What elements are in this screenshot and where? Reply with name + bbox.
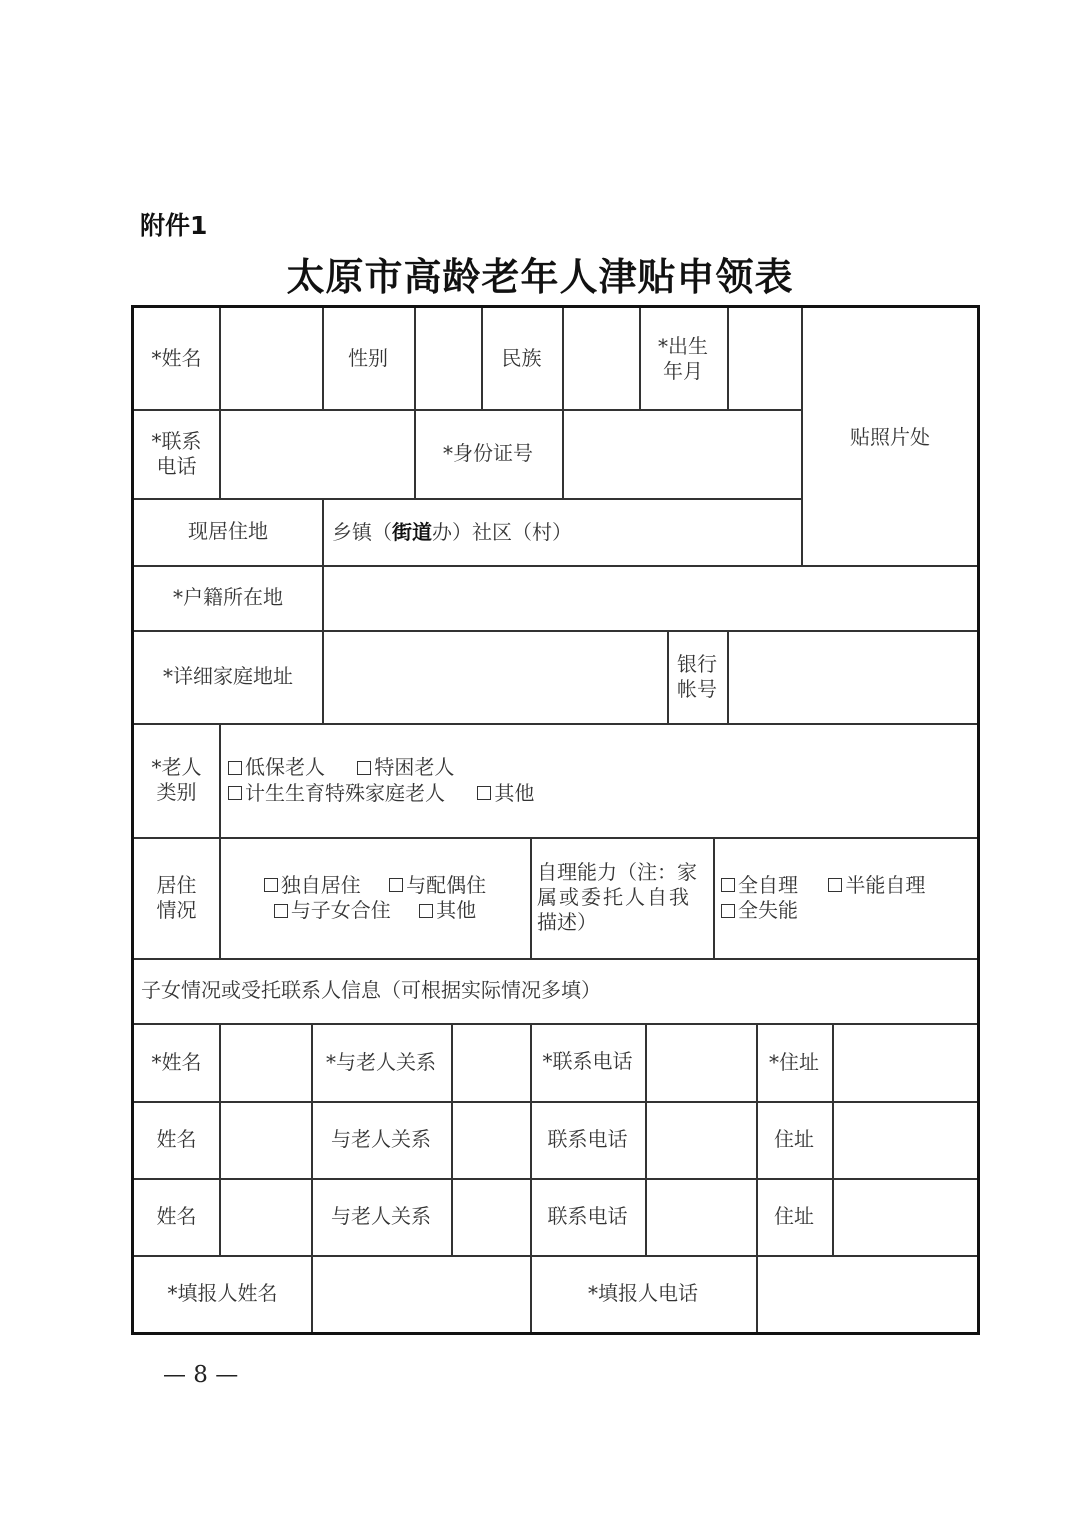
birth-label-line2: 年月 [663, 358, 703, 383]
id-number-field[interactable] [564, 411, 800, 497]
ethnicity-field[interactable] [564, 310, 638, 408]
self-care-option-full[interactable] [721, 873, 798, 898]
id-number-label: *身份证号 [443, 441, 533, 465]
contact-address-field[interactable] [834, 1180, 976, 1254]
living-option-children[interactable] [274, 898, 391, 923]
contact-relation-field[interactable] [453, 1180, 529, 1254]
contact-relation-label: 与老人关系 [331, 1204, 431, 1228]
self-care-options [721, 839, 976, 957]
category-label-line2: 类别 [156, 780, 197, 804]
living-option-other[interactable] [419, 898, 476, 923]
option-label: 计生生育特殊家庭老人 [245, 780, 445, 805]
checkbox-icon [477, 786, 491, 800]
contact-phone-label: *联系电话 [542, 1049, 633, 1073]
checkbox-icon [228, 786, 242, 800]
category-option-low-income[interactable] [228, 755, 325, 780]
birth-field[interactable] [729, 310, 800, 408]
contact-address-field[interactable] [834, 1025, 976, 1100]
birth-label-line1: *出生 [658, 333, 708, 358]
reporter-phone-label: *填报人电话 [588, 1281, 698, 1305]
self-care-label-line3: 描述） [537, 910, 597, 934]
phone-label [134, 409, 219, 498]
contact-name-field[interactable] [221, 1103, 310, 1177]
residence-field[interactable] [332, 500, 800, 564]
contact-phone-field[interactable] [647, 1103, 755, 1177]
checkbox-icon [228, 761, 242, 775]
contact-address-field[interactable] [834, 1103, 976, 1177]
form-title: 太原市高龄老年人津贴申领表 [286, 254, 794, 299]
name-field[interactable] [221, 310, 321, 408]
contact-name-label: 姓名 [156, 1204, 197, 1228]
self-care-label-line1: 自理能力（注：家 [537, 860, 697, 884]
name-label: *姓名 [151, 346, 202, 370]
contact-name-label: *姓名 [151, 1049, 202, 1074]
attachment-label: 附件1 [140, 211, 208, 240]
option-label: 全失能 [738, 898, 798, 922]
page-number: — 8 — [163, 1362, 239, 1388]
phone-label-line1: *联系 [151, 428, 202, 453]
self-care-label-line2: 属或委托人自我 [537, 885, 691, 909]
ethnicity-label: 民族 [501, 346, 542, 370]
contact-address-label: 住址 [774, 1127, 814, 1151]
bank-label-line2: 帐号 [677, 676, 717, 701]
household-label: *户籍所在地 [173, 585, 283, 609]
checkbox-icon [828, 878, 842, 892]
category-option-extreme-poverty[interactable] [357, 755, 454, 780]
contact-relation-label: *与老人关系 [326, 1049, 436, 1074]
living-label [134, 837, 219, 958]
self-care-option-partial[interactable] [828, 873, 925, 898]
gender-label: 性别 [348, 346, 388, 370]
col-divider [713, 837, 715, 958]
col-divider [530, 837, 532, 958]
phone-field[interactable] [221, 411, 413, 497]
bank-account-field[interactable] [729, 632, 976, 722]
contact-name-field[interactable] [221, 1180, 310, 1254]
checkbox-icon [721, 904, 735, 918]
living-options [221, 839, 529, 957]
option-label: 与配偶住 [406, 872, 487, 897]
photo-area [803, 308, 977, 565]
checkbox-icon [419, 904, 433, 918]
option-label: 与子女合住 [290, 898, 391, 922]
self-care-label [537, 837, 713, 958]
category-label-line1: *老人 [151, 755, 202, 779]
category-options [228, 723, 976, 837]
contact-phone-label: 联系电话 [547, 1204, 628, 1228]
self-care-option-none[interactable] [721, 898, 798, 923]
reporter-name-label: *填报人姓名 [167, 1281, 278, 1305]
reporter-phone-field[interactable] [758, 1257, 976, 1331]
contact-address-label: *住址 [769, 1049, 819, 1074]
contact-phone-field[interactable] [647, 1180, 755, 1254]
option-label: 其他 [436, 898, 477, 922]
contact-address-label: 住址 [774, 1204, 814, 1228]
address-street: 街道 [392, 519, 432, 544]
category-label [134, 723, 219, 837]
contact-name-label: 姓名 [156, 1127, 197, 1151]
checkbox-icon [721, 878, 735, 892]
living-option-spouse[interactable] [389, 873, 486, 898]
category-option-other[interactable] [477, 781, 534, 806]
photo-label: 贴照片处 [850, 425, 930, 449]
living-label-line2: 情况 [156, 897, 197, 922]
home-address-field[interactable] [324, 632, 666, 722]
application-form-table [131, 305, 980, 1335]
checkbox-icon [389, 878, 403, 892]
option-label: 其他 [494, 780, 535, 805]
bank-label [667, 630, 727, 723]
option-label: 特困老人 [374, 755, 455, 779]
gender-field[interactable] [416, 310, 480, 408]
option-label: 全自理 [738, 872, 798, 897]
contact-relation-field[interactable] [453, 1025, 529, 1100]
contact-phone-field[interactable] [647, 1025, 755, 1100]
birth-label [639, 308, 727, 409]
residence-label: 现居住地 [188, 519, 268, 543]
phone-label-line2: 电话 [156, 453, 197, 478]
checkbox-icon [264, 878, 278, 892]
checkbox-icon [274, 904, 288, 918]
contact-relation-field[interactable] [453, 1103, 529, 1177]
household-field[interactable] [324, 567, 976, 629]
contact-phone-label: 联系电话 [547, 1127, 628, 1151]
contact-relation-label: 与老人关系 [331, 1127, 431, 1151]
checkbox-icon [357, 761, 371, 775]
address-prefix: 乡镇（ [332, 519, 392, 544]
option-label: 半能自理 [845, 872, 926, 897]
reporter-name-field[interactable] [313, 1257, 529, 1331]
living-option-alone[interactable] [264, 873, 361, 898]
address-suffix: 办）社区（村） [432, 519, 572, 544]
children-section-heading: 子女情况或受托联系人信息（可根据实际情况多填） [141, 978, 601, 1002]
living-label-line1: 居住 [156, 872, 197, 897]
home-address-label: *详细家庭地址 [163, 664, 293, 688]
bank-label-line1: 银行 [677, 651, 717, 676]
option-label: 独自居住 [280, 872, 361, 897]
contact-name-field[interactable] [221, 1025, 310, 1100]
residence-address-text [332, 520, 572, 545]
option-label: 低保老人 [245, 755, 325, 779]
category-option-family-planning[interactable] [228, 781, 445, 806]
